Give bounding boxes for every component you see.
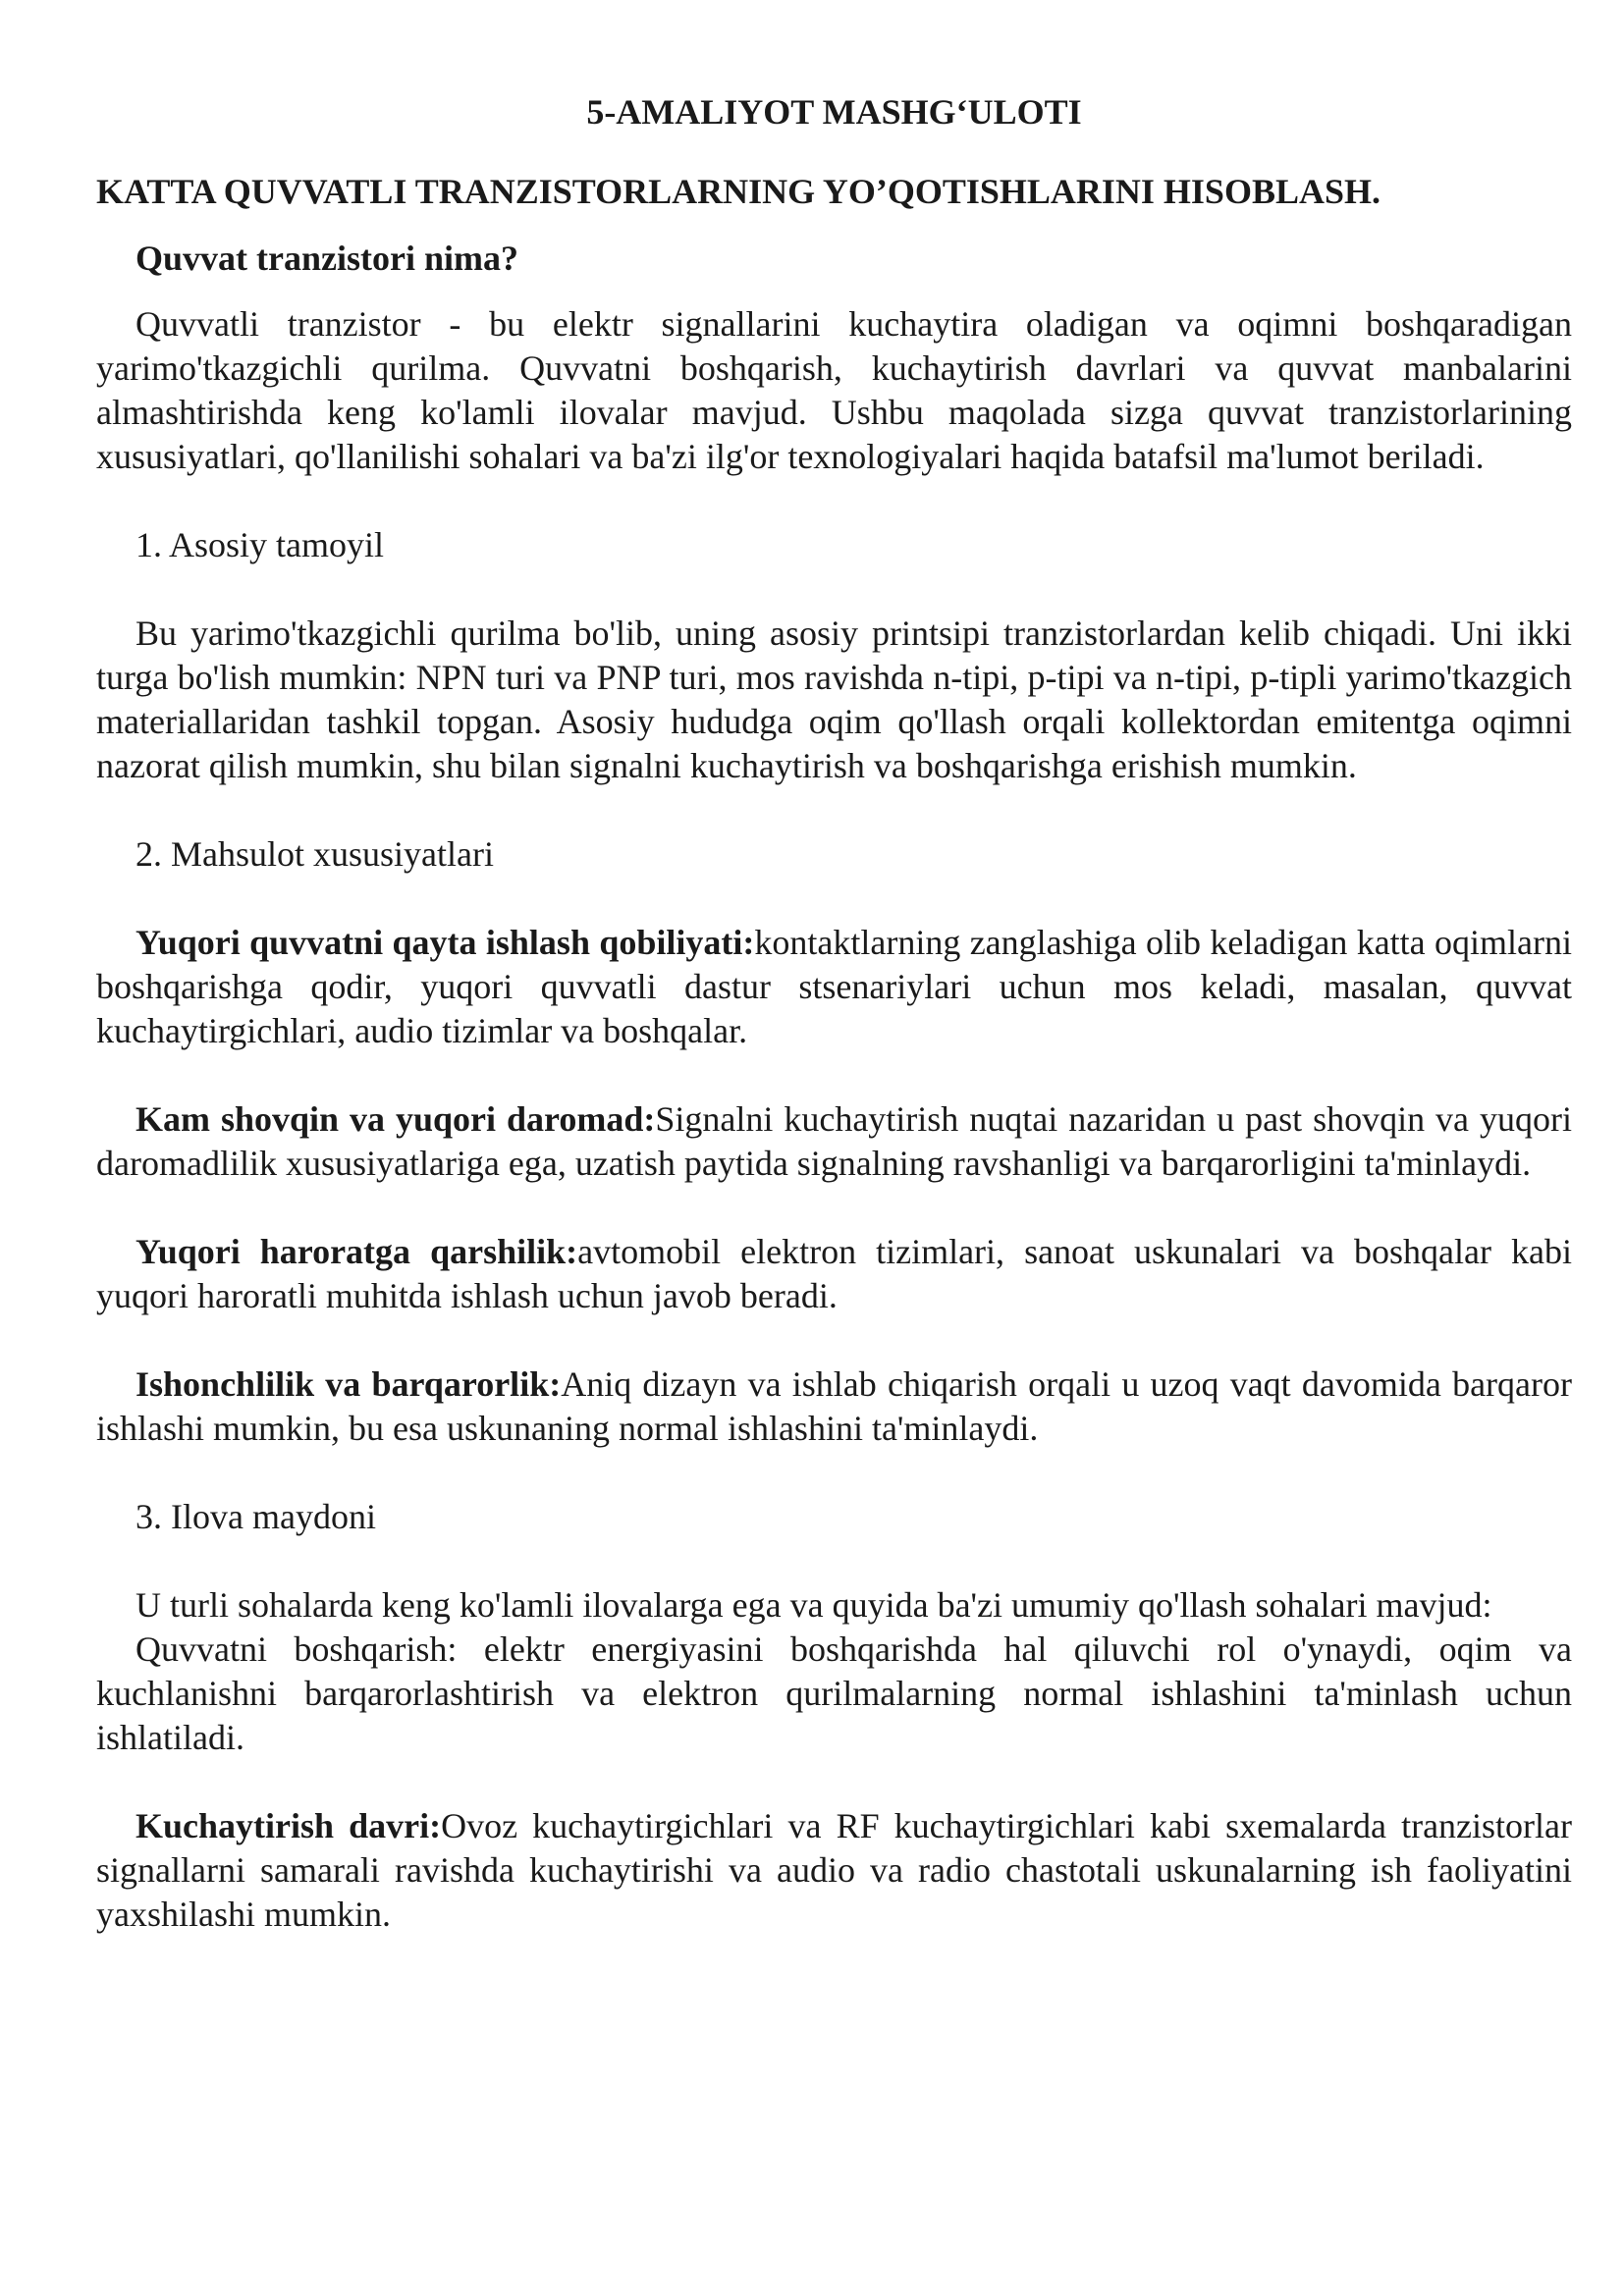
amplifier-paragraph [96, 1804, 1572, 1937]
section-2-heading: 2. Mahsulot xususiyatlari [135, 834, 494, 874]
amplifier-lead: Kuchaytirish davri: [135, 1806, 442, 1845]
feature-paragraph [96, 1097, 1572, 1186]
amplifier-text: Ovoz kuchaytirgichlari va RF kuchaytirgichlari kabi sxemalarda tranzistorlar signallarni samarali ravishda kuchaytirishi va audio va radio chastotali uskunalarning ish faoliyatini yaxshilashi mumkin. [96, 1806, 1572, 1934]
feature-text: kontaktlarning zanglashiga olib keladigan katta oqimlarni boshqarishga qodir, yuqori quvvatli dastur stsenariylari uchun mos keladi, masalan, quvvat kuchaytirgichlari, audio tizimlar va boshqalar. [96, 923, 1573, 1050]
document-title: 5-AMALIYOT MASHG‘ULOTI [586, 92, 1082, 132]
document-subtitle: KATTA QUVVATLI TRANZISTORLARNING YO’QOTISHLARINI HISOBLASH. [96, 172, 1380, 211]
feature-lead: Yuqori quvvatni qayta ishlash qobiliyati: [135, 923, 755, 962]
section-3-intro: U turli sohalarda keng ko'lamli ilovalarga ega va quyida ba'zi umumiy qo'llash sohalari mavjud: [135, 1585, 1492, 1625]
power-control-paragraph: Quvvatni boshqarish: elektr energiyasini boshqarishda hal qiluvchi rol o'ynaydi, oqim va kuchlanishni barqarorlashtirish va elektron qurilmalarning normal ishlashini ta'minlash uchun ishlatiladi. [96, 1629, 1572, 1757]
feature-paragraph [96, 1230, 1572, 1318]
section-3-heading: 3. Ilova maydoni [135, 1497, 376, 1536]
feature-lead: Yuqori haroratga qarshilik: [135, 1232, 578, 1271]
document-body [96, 90, 1572, 1937]
feature-text: Signalni kuchaytirish nuqtai nazaridan u past shovqin va yuqori daromadlilik xususiyatlariga ega, uzatish paytida signalning ravshanligi va barqarorligini ta'minlaydi. [96, 1099, 1573, 1183]
feature-paragraph [96, 1362, 1572, 1451]
feature-lead: Ishonchlilik va barqarorlik: [135, 1364, 562, 1404]
feature-lead: Kam shovqin va yuqori daromad: [135, 1099, 656, 1139]
feature-text: Aniq dizayn va ishlab chiqarish orqali u uzoq vaqt davomida barqaror ishlashi mumkin, bu esa uskunaning normal ishlashini ta'minlaydi. [96, 1364, 1572, 1448]
section-1-paragraph: Bu yarimo'tkazgichli qurilma bo'lib, uning asosiy printsipi tranzistorlardan kelib chiqadi. Uni ikki turga bo'lish mumkin: NPN turi va PNP turi, mos ravishda n-tipi, p-tipi va n-tipi, p-tipli yarimo'tkazgich materiallaridan tashkil topgan. Asosiy hududga oqim qo'llash orqali kollektordan emitentga oqimni nazorat qilish mumkin, shu bilan signalni kuchaytirish va boshqarishga erishish mumkin. [96, 614, 1572, 785]
feature-text: avtomobil elektron tizimlari, sanoat uskunalari va boshqalar kabi yuqori haroratli muhitda ishlash uchun javob beradi. [96, 1232, 1572, 1315]
intro-paragraph: Quvvatli tranzistor - bu elektr signallarini kuchaytira oladigan va oqimni boshqaradigan yarimo'tkazgichli qurilma. Quvvatni boshqarish, kuchaytirish davrlari va quvvat manbalarini almashtirishda keng ko'lamli ilovalar mavjud. Ushbu maqolada sizga quvvat tranzistorlarining xususiyatlari, qo'llanilishi sohalari va ba'zi ilg'or texnologiyalari haqida batafsil ma'lumot beriladi. [96, 304, 1572, 476]
section-1-heading: 1. Asosiy tamoyil [135, 525, 385, 564]
feature-paragraph [96, 921, 1572, 1053]
section-question: Quvvat tranzistori nima? [135, 239, 518, 278]
